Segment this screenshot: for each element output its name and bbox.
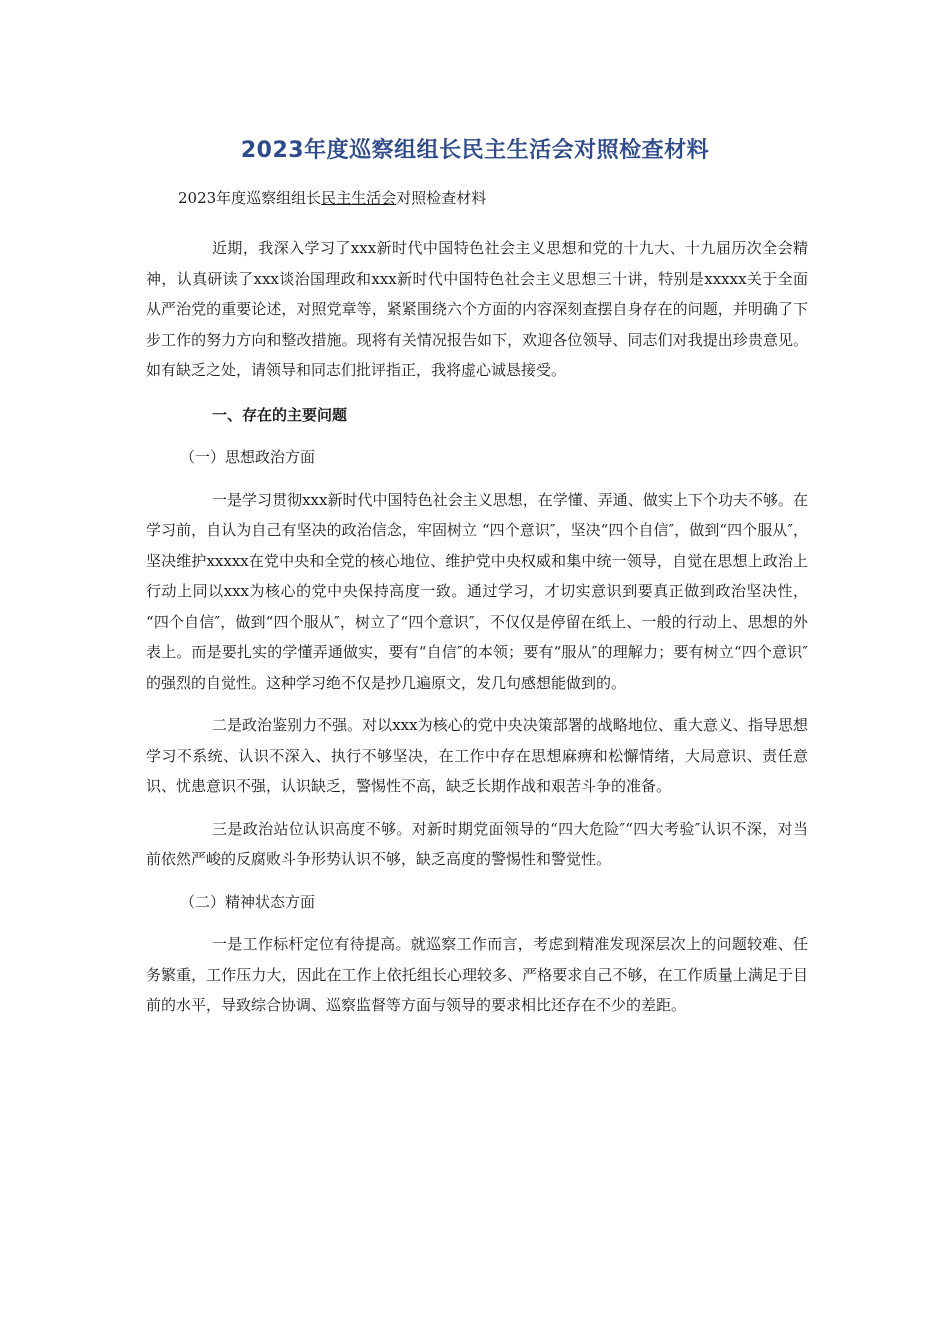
- paragraph: 一是工作标杆定位有待提高。就巡察工作而言，考虑到精准发现深层次上的问题较难、任务繁重，工作压力大，因此在工作上依托组长心理较多、严格要求自己不够，在工作质量上满足于目前的水平，导致综合协调、巡察监督等方面与领导的要求相比还存在不少的差距。: [146, 935, 808, 1014]
- document-title: 2023年度巡察组组长民主生活会对照检查材料: [240, 138, 710, 163]
- section-heading: 一、存在的主要问题: [212, 405, 348, 424]
- subtitle-suffix: 对照检查材料: [396, 189, 487, 207]
- subsection-heading: （二）精神状态方面: [180, 892, 316, 911]
- document-body: [146, 233, 808, 1033]
- document-subtitle: [178, 187, 486, 208]
- subsection-heading: （一）思想政治方面: [180, 448, 316, 466]
- subtitle-link[interactable]: 民主生活会: [321, 189, 397, 207]
- paragraph: 二是政治鉴别力不强。对以xxx为核心的党中央决策部署的战略地位、重大意义、指导思想学习不系统、认识不深入、执行不够坚决，在工作中存在思想麻痹和松懈情绪，大局意识、责任意识、忧患意识不强，认识缺乏，警惕性不高，缺乏长期作战和艰苦斗争的准备。: [146, 716, 808, 795]
- subtitle-prefix: 2023年度巡察组组长: [178, 189, 322, 207]
- intro-paragraph: 近期，我深入学习了xxx新时代中国特色社会主义思想和党的十九大、十九届历次全会精神，认真研读了xxx谈治国理政和xxx新时代中国特色社会主义思想三十讲，特别是xxxxx关于全面从严治党的重要论述，对照党章等，紧紧围绕六个方面的内容深刻查摆自身存在的问题，并明确了下步工作的努力方向和整改措施。现将有关情况报告如下，欢迎各位领导、同志们对我提出珍贵意见。如有缺乏之处，请领导和同志们批评指正，我将虚心诚恳接受。: [146, 239, 808, 379]
- paragraph: 一是学习贯彻xxx新时代中国特色社会主义思想，在学懂、弄通、做实上下个功夫不够。在学习前，自认为自己有坚决的政治信念，牢固树立 “四个意识″，坚决“四个自信″，做到“四个服从″，坚决维护xxxxx在党中央和全党的核心地位、维护党中央权威和集中统一领导，自觉在思想上政治上行动上同以xxx为核心的党中央保持高度一致。通过学习，才切实意识到要真正做到政治坚决性， “四个自信″，做到“四个服从″，树立了“四个意识″，不仅仅是停留在纸上、一般的行动上、思想的外表上。而是要扎实的学懂弄通做实，要有“自信″的本领；要有“服从″的理解力；要有树立“四个意识″的强烈的自觉性。这种学习绝不仅是抄几遍原文，发几句感想能做到的。: [146, 490, 808, 692]
- paragraph: 三是政治站位认识高度不够。对新时期党面领导的“四大危险″“四大考验″认识不深，对当前依然严峻的反腐败斗争形势认识不够，缺乏高度的警惕性和警觉性。: [146, 819, 808, 868]
